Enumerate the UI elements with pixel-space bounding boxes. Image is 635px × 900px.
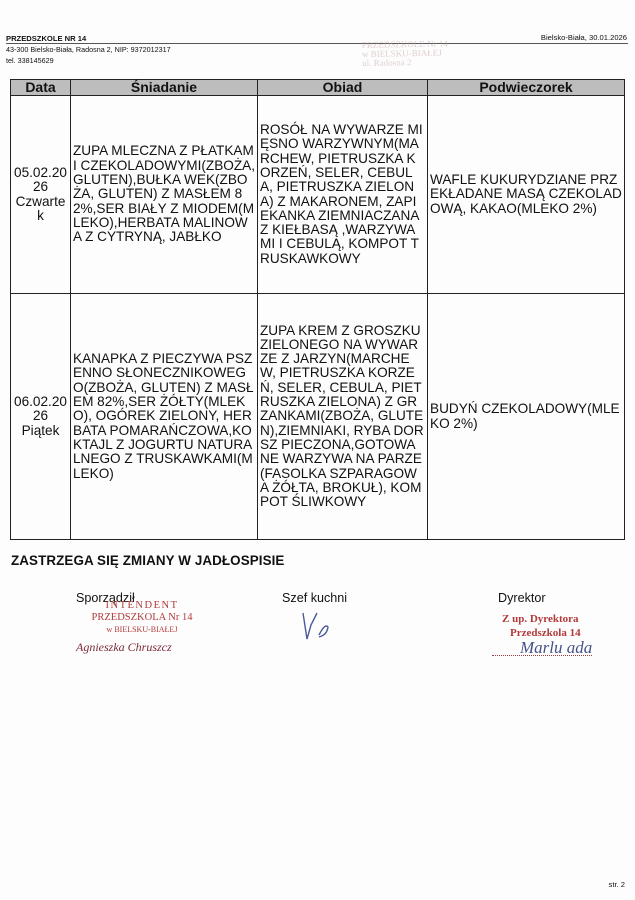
date-value: 05.02.2026: [14, 164, 67, 195]
menu-change-note: ZASTRZEGA SIĘ ZMIANY W JADŁOSPISIE: [11, 553, 285, 568]
col-header-date: Data: [11, 80, 71, 96]
org-phone: tel. 338145629: [6, 56, 54, 65]
header-divider: [6, 43, 628, 44]
intendent-stamp: INTENDENT PRZEDSZKOLA Nr 14 w BIELSKU-BIAŁEJ: [91, 600, 193, 634]
chef-signature-icon: [295, 605, 335, 645]
org-address: 43-300 Bielsko-Biała, Radosna 2, NIP: 9372012317: [6, 45, 171, 54]
lunch-cell: ZUPA KREM Z GROSZKU ZIELONEGO NA WYWARZE Z JARZYN(MARCHEW, PIETRUSZKA KORZEŃ, SELER, CEBULA, PIETRUSZKA ZIELONA) Z GRZANKAMI(ZBOŻA, GLUTEN),ZIEMNIAKI, RYBA DORSZ PIECZONA,GOTOWANE WARZYWA NA PARZE(FASOLKA SZPARAGOWA ŻÓŁTA, BROKUŁ), KOMPOT ŚLIWKOWY: [258, 294, 428, 540]
place-date: Bielsko-Biała, 30.01.2026: [540, 33, 627, 42]
org-name: PRZEDSZKOLE NR 14: [6, 34, 87, 43]
date-cell: [11, 294, 71, 540]
col-header-breakfast: Śniadanie: [71, 80, 258, 96]
date-value: 06.02.2026: [14, 394, 67, 424]
day-value: Czwartek: [15, 193, 66, 223]
col-header-lunch: Obiad: [258, 80, 428, 96]
breakfast-cell: ZUPA MLECZNA Z PŁATKAMI CZEKOLADOWYMI(ZBOŻA, GLUTEN),BUŁKA WEK(ZBOŻA, GLUTEN) Z MASŁEM 82%,SER BIAŁY Z MIODEM(MLEKO),HERBATA MALINOWA Z CYTRYNĄ, JABŁKO: [71, 96, 258, 294]
table-row: [11, 96, 625, 294]
chef-label: Szef kuchni: [282, 591, 348, 605]
col-header-snack: Podwieczorek: [428, 80, 625, 96]
header-left: [6, 33, 171, 66]
director-label: Dyrektor: [498, 591, 546, 605]
date-cell: [11, 96, 71, 294]
lunch-cell: ROSÓŁ NA WYWARZE MIĘSNO WARZYWNYM(MARCHEW, PIETRUSZKA KORZEŃ, SELER, CEBULA, PIETRUSZKA ZIELONA) Z MAKARONEM, ZAPIEKANKA ZIEMNIACZANA Z KIEŁBASĄ ,WARZYWAMI I CEBULĄ, KOMPOT TRUSKAWKOWY: [258, 96, 428, 294]
prepared-by-signature: Agnieszka Chruszcz: [76, 640, 172, 654]
prepared-by-label: Sporządził: [76, 591, 135, 605]
director-stamp: Z up. Dyrektora Przedszkola 14: [502, 613, 581, 639]
menu-table: [10, 79, 625, 540]
snack-cell: BUDYŃ CZEKOLADOWY(MLEKO 2%): [428, 294, 625, 540]
page-number: str. 2: [608, 880, 625, 889]
snack-cell: WAFLE KUKURYDZIANE PRZEKŁADANE MASĄ CZEKOLADOWĄ, KAKAO(MLEKO 2%): [428, 96, 625, 294]
table-header-row: [11, 80, 625, 96]
table-row: [11, 294, 625, 540]
bleed-through-stamp: PRZEDSZKOLE Nr 14 w BIELSKU-BIAŁEJ ul. Radosna 2: [361, 38, 448, 69]
day-value: Piątek: [21, 422, 60, 438]
director-signature: Marlu ada: [520, 638, 593, 657]
breakfast-cell: KANAPKA Z PIECZYWA PSZENNO SŁONECZNIKOWEGO(ZBOŻA, GLUTEN) Z MASŁEM 82%,SER ŻÓŁTY(MLEKO), OGÓREK ZIELONY, HERBATA POMARAŃCZOWA,KOKTAJL Z JOGURTU NATURALNEGO Z TRUSKAWKAMI(MLEKO): [71, 294, 258, 540]
